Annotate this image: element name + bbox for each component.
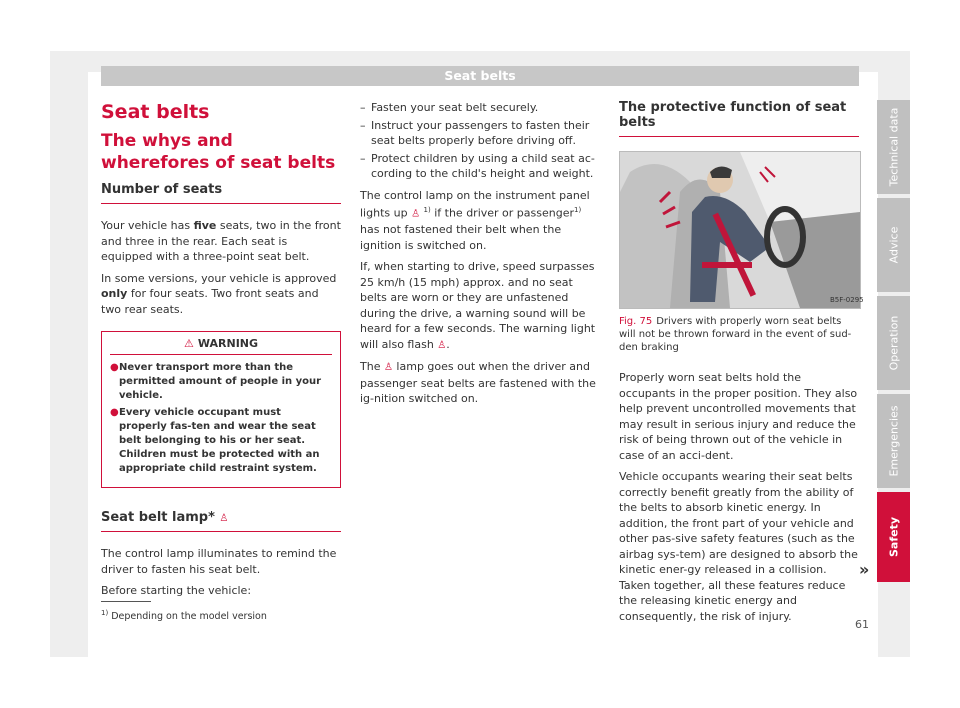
driver-illustration bbox=[620, 152, 864, 308]
section-heading-number-of-seats: Number of seats bbox=[101, 182, 341, 204]
section-heading-seat-belt-lamp: Seat belt lamp* ♙ bbox=[101, 510, 341, 532]
warning-item: ● Never transport more than the permitted amount of people in your vehicle. bbox=[110, 362, 322, 401]
figure-caption: Fig. 75 Drivers with properly worn seat belts will not be thrown forward in the event of sud-den braking bbox=[619, 316, 852, 353]
paragraph-lamp-off: The ♙ lamp goes out when the driver and passenger seat belts are fastened with the ig-nition switched on. bbox=[360, 360, 596, 406]
column-middle bbox=[360, 100, 600, 413]
chapter-subtitle: The whys and wherefores of seat belts bbox=[101, 131, 336, 173]
svg-text:B5F-0295: B5F-0295 bbox=[830, 296, 864, 304]
column-left bbox=[101, 100, 341, 605]
warning-item: ● Every vehicle occupant must properly fas-ten and wear the seat belt belonging to his or her seat. Children must be protected with an appropriate child restraint system. bbox=[110, 407, 320, 474]
tab-technical-data[interactable]: Technical data bbox=[877, 100, 910, 194]
paragraph-before-starting: Before starting the vehicle: bbox=[101, 584, 252, 597]
page-title: Seat belts bbox=[101, 101, 210, 123]
paragraph-five-seats: Your vehicle has five seats, two in the front and three in the rear. Each seat is equipped with a three-point seat belt. bbox=[101, 219, 341, 263]
list-item: – Instruct your passengers to fasten their seat belts properly before driving off. bbox=[360, 118, 590, 147]
bullet-icon: ● bbox=[110, 407, 119, 418]
tab-safety[interactable]: Safety bbox=[877, 492, 910, 582]
list-item: – Fasten your seat belt securely. bbox=[360, 101, 539, 114]
bullet-icon: ● bbox=[110, 362, 119, 373]
section-heading-protective-function: The protective function of seat belts bbox=[619, 100, 859, 137]
tab-operation[interactable]: Operation bbox=[877, 296, 910, 390]
page-number: 61 bbox=[855, 618, 869, 631]
paragraph-lamp-remind: The control lamp illuminates to remind the driver to fasten his seat belt. bbox=[101, 547, 337, 576]
warning-triangle-icon: ⚠ bbox=[183, 337, 194, 350]
seat-belt-warning-icon: ♙ bbox=[383, 362, 393, 374]
warning-header: ⚠ WARNING bbox=[110, 332, 332, 355]
warning-box bbox=[101, 331, 341, 488]
footnote: $^{1)}$ Depending on the model version bbox=[101, 609, 267, 623]
seat-belt-warning-icon: ♙ bbox=[219, 513, 229, 524]
running-header: Seat belts bbox=[101, 66, 859, 86]
instruction-list bbox=[360, 100, 600, 182]
warning-list bbox=[102, 361, 340, 476]
paragraph-control-lamp: The control lamp on the instrument panel lights up ♙ $^{1)}$ if the driver or passenger$^{1)}$ has not fastened their belt when the ignition is switched on. bbox=[360, 188, 590, 252]
tab-advice[interactable]: Advice bbox=[877, 198, 910, 292]
paragraph-hold-occupants: Properly worn seat belts hold the occupants in the proper position. They also help prevent uncontrolled movements that may result in serious injury and reduce the risk of being thrown out of the vehicle in case of an acci-dent. bbox=[619, 371, 858, 462]
seat-belt-warning-icon: ♙ bbox=[411, 208, 421, 220]
paragraph-speed-warning: If, when starting to drive, speed surpasses 25 km/h (15 mph) approx. and no seat belts are worn or they are unfastened during the drive, a warning sound will be heard for a few seconds. The warning light will also flash ♙. bbox=[360, 260, 596, 351]
seat-belt-warning-icon: ♙ bbox=[437, 339, 447, 351]
tab-emergencies[interactable]: Emergencies bbox=[877, 394, 910, 488]
figure-driver-seat-belt bbox=[619, 151, 864, 309]
paragraph-four-seats: In some versions, your vehicle is approved only for four seats. Two front seats and two rear seats. bbox=[101, 271, 337, 316]
footnote-divider bbox=[101, 601, 151, 602]
paragraph-kinetic-energy: Vehicle occupants wearing their seat belts correctly benefit greatly from the ability of the belts to absorb kinetic energy. In addition, the front part of your vehicle and other pas-sive safety features (such as the airbag sys-tem) are designed to absorb the kinetic ener-gy released in a collision. Taken together, all these features reduce the releasing kinetic energy and consequently, the risk of injury. bbox=[619, 470, 858, 623]
list-item: – Protect children by using a child seat ac-cording to the child's height and weight. bbox=[360, 151, 595, 180]
continued-marker: » bbox=[859, 560, 870, 579]
